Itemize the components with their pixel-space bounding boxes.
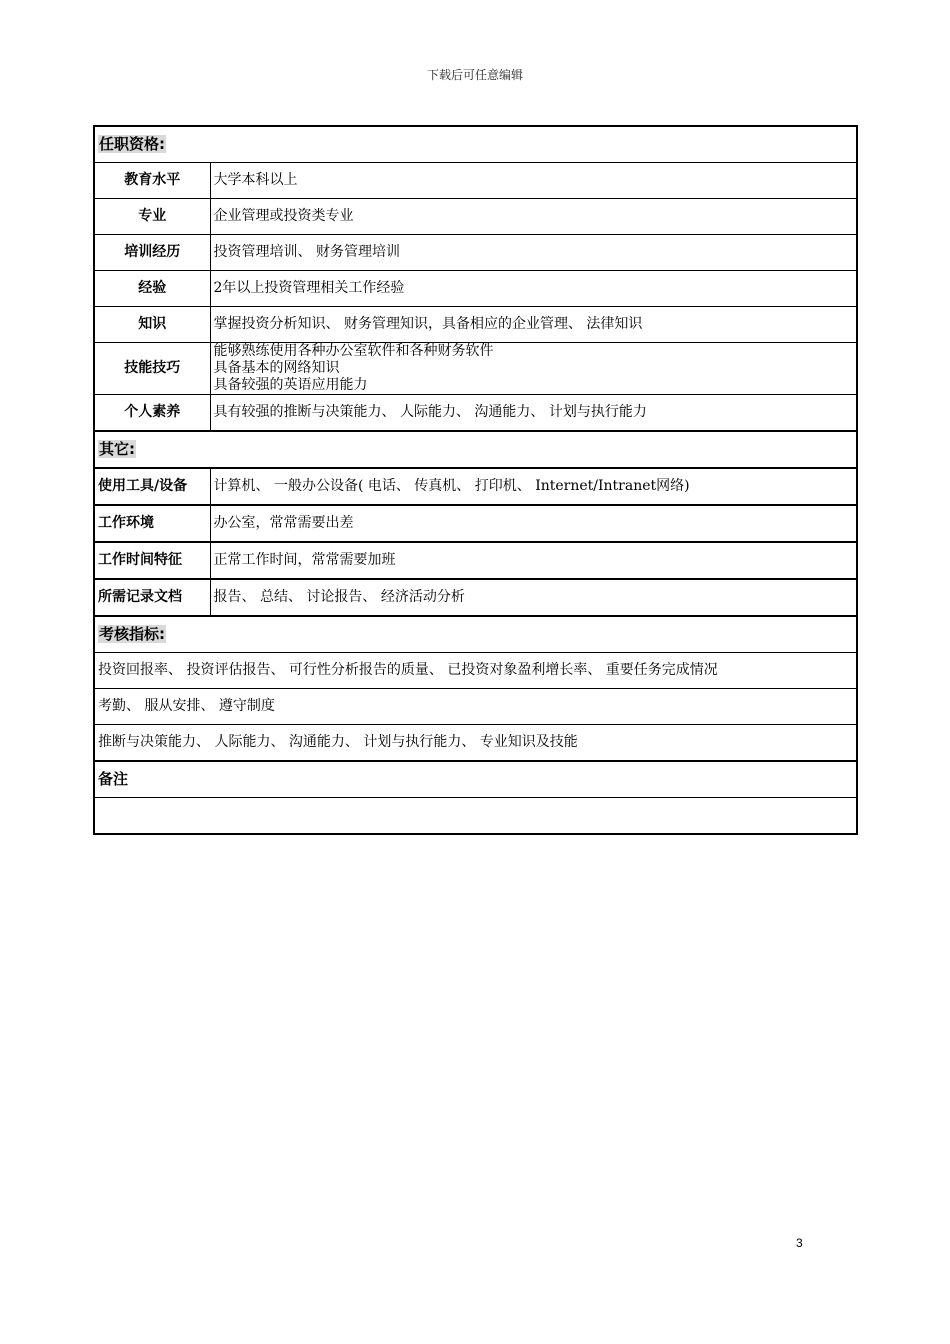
tools-value: 计算机、 一般办公设备( 电话、 传真机、 打印机、 Internet/Intranet网络) [210,468,857,505]
table-row [94,542,857,579]
work-environment-value: 办公室，常常需要出差 [210,505,857,542]
assessment-item: 投资回报率、 投资评估报告、 可行性分析报告的质量、 已投资对象盈利增长率、 重要任务完成情况 [94,653,857,689]
tools-label: 使用工具/设备 [94,468,210,505]
table-row [94,653,857,689]
qualifications-title: 任职资格: [99,135,165,153]
experience-label: 经验 [94,271,210,307]
knowledge-label: 知识 [94,307,210,343]
table-row [94,307,857,343]
skills-line: 具备基本的网络知识 [213,360,340,376]
education-value: 大学本科以上 [210,163,857,199]
remarks-section-header [94,761,857,798]
major-label: 专业 [94,199,210,235]
work-hours-value: 正常工作时间，常常需要加班 [210,542,857,579]
page-number: 3 [796,1236,803,1250]
training-value: 投资管理培训、 财务管理培训 [210,235,857,271]
table-row [94,163,857,199]
table-row [94,199,857,235]
records-value: 报告、 总结、 讨论报告、 经济活动分析 [210,579,857,616]
table-row [94,235,857,271]
other-title: 其它: [99,440,135,458]
table-row [94,395,857,432]
work-environment-label: 工作环境 [94,505,210,542]
skills-line: 具备较强的英语应用能力 [213,377,368,393]
table-row [94,689,857,725]
assessment-title: 考核指标: [99,625,165,643]
major-value: 企业管理或投资类专业 [210,199,857,235]
experience-value: 2年以上投资管理相关工作经验 [210,271,857,307]
job-description-table [93,125,858,835]
other-section-header [94,431,857,468]
records-label: 所需记录文档 [94,579,210,616]
table-row [94,798,857,835]
assessment-section-header [94,616,857,653]
personal-quality-label: 个人素养 [94,395,210,432]
table-row [94,343,857,395]
work-hours-label: 工作时间特征 [94,542,210,579]
personal-quality-value: 具有较强的推断与决策能力、 人际能力、 沟通能力、 计划与执行能力 [210,395,857,432]
qualifications-section-header [94,126,857,163]
skills-label: 技能技巧 [94,343,210,395]
assessment-item: 考勤、 服从安排、 遵守制度 [94,689,857,725]
remarks-content [94,798,857,835]
table-row [94,505,857,542]
skills-value [210,343,857,395]
table-row [94,468,857,505]
table-row [94,725,857,762]
table-row [94,271,857,307]
training-label: 培训经历 [94,235,210,271]
education-label: 教育水平 [94,163,210,199]
skills-line: 能够熟练使用各种办公室软件和各种财务软件 [213,343,494,359]
table-row [94,579,857,616]
assessment-item: 推断与决策能力、 人际能力、 沟通能力、 计划与执行能力、 专业知识及技能 [94,725,857,762]
remarks-title: 备注 [94,761,857,798]
header-note: 下载后可任意编辑 [426,68,523,82]
knowledge-value: 掌握投资分析知识、 财务管理知识，具备相应的企业管理、 法律知识 [210,307,857,343]
